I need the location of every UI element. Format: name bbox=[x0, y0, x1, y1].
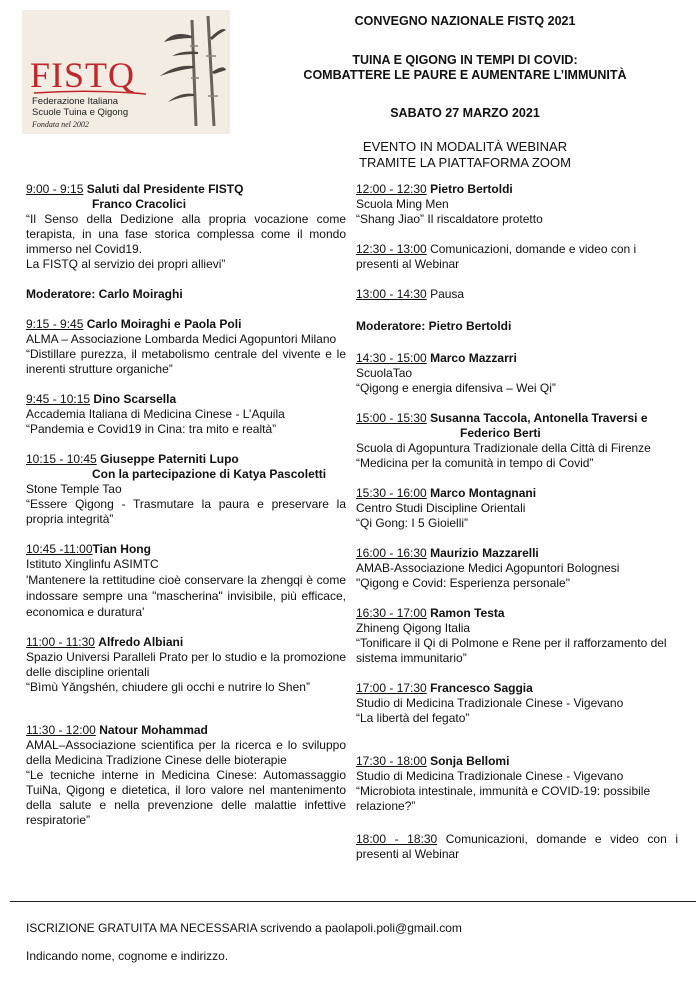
entry-time: 9:45 - 10:15 bbox=[26, 392, 91, 406]
program-entry bbox=[26, 317, 346, 377]
entry-speaker: Francesco Saggia bbox=[430, 681, 533, 695]
entry-description: "Qigong e Covid: Esperienza personale" bbox=[356, 576, 570, 590]
entry-description: “Qigong e energia difensiva – Wei Qi” bbox=[356, 381, 556, 395]
entry-time: 16:30 - 17:00 bbox=[356, 606, 427, 620]
entry-description: Comunicazioni, domande e video con i presenti al Webinar bbox=[356, 832, 678, 861]
program-entry bbox=[26, 723, 346, 828]
entry-organization: Centro Studi Discipline Orientali bbox=[356, 501, 526, 515]
registration-instructions: Indicando nome, cognome e indirizzo. bbox=[26, 949, 229, 963]
logo-line-2: Scuole Tuina e Qigong bbox=[32, 107, 129, 118]
convegno-title: CONVEGNO NAZIONALE FISTQ 2021 bbox=[354, 14, 576, 28]
program-entry bbox=[356, 546, 678, 591]
moderator-label: Moderatore: Pietro Bertoldi bbox=[356, 319, 512, 333]
event-mode-1: EVENTO IN MODALITÀ WEBINAR bbox=[362, 139, 568, 154]
entry-time: 12:30 - 13:00 bbox=[356, 242, 427, 256]
entry-time: 12:00 - 12:30 bbox=[356, 182, 427, 196]
entry-time: 17:00 - 17:30 bbox=[356, 681, 427, 695]
entry-speaker: Marco Montagnani bbox=[430, 486, 537, 500]
program-left-column bbox=[26, 182, 346, 828]
entry-time: 15:30 - 16:00 bbox=[356, 486, 427, 500]
entry-speaker: Giuseppe Paterniti Lupo bbox=[100, 452, 239, 466]
fistq-logo bbox=[22, 10, 230, 134]
entry-description: “Essere Qigong - Trasmutare la paura e preservare la propria integrità” bbox=[26, 497, 346, 526]
entry-description: 'Mantenere la rettitudine cioè conservare la zhengqi è come indossare sempre una "mascherina" invisibile, più efficace, economica e duratura' bbox=[26, 573, 346, 619]
entry-speaker: Sonja Bellomi bbox=[430, 754, 510, 768]
entry-organization: Scuola di Agopuntura Tradizionale della Città di Firenze bbox=[356, 441, 651, 455]
entry-description-2: La FISTQ al servizio dei propri allievi” bbox=[26, 257, 226, 271]
program-entry bbox=[356, 606, 678, 666]
entry-description: “Tonificare il Qi di Polmone e Rene per il rafforzamento del sistema immunitario” bbox=[356, 636, 667, 665]
entry-organization: Istituto Xinglinfu ASIMTC bbox=[26, 557, 159, 571]
entry-speaker-2: Con la partecipazione di Katya Pascoletti bbox=[92, 467, 327, 481]
program-entry bbox=[26, 182, 346, 272]
entry-organization: Spazio Universi Paralleli Prato per lo studio e la promozione delle discipline orientali bbox=[26, 650, 346, 679]
entry-organization: Studio di Medicina Tradizionale Cinese - Vigevano bbox=[356, 769, 624, 783]
logo-line-3: Fondata nel 2002 bbox=[32, 120, 89, 129]
program-entry bbox=[356, 832, 678, 862]
event-title-1: TUINA E QIGONG IN TEMPI DI COVID: bbox=[352, 53, 578, 67]
entry-time: 9:15 - 9:45 bbox=[26, 317, 84, 331]
event-title-2: COMBATTERE LE PAURE E AUMENTARE L’IMMUNITÀ bbox=[303, 68, 627, 82]
logo-wordmark: FISTQ bbox=[30, 55, 136, 95]
entry-time: 13:00 - 14:30 bbox=[356, 287, 427, 301]
entry-time: 14:30 - 15:00 bbox=[356, 351, 427, 365]
entry-description: “Qi Gong: I 5 Gioielli” bbox=[356, 516, 469, 530]
entry-speaker: Susanna Taccola, Antonella Traversi e bbox=[430, 411, 648, 425]
event-mode-2: TRAMITE LA PIATTAFORMA ZOOM bbox=[359, 155, 571, 170]
moderator-label: Moderatore: Carlo Moiraghi bbox=[26, 287, 183, 301]
program-entry bbox=[356, 242, 678, 272]
entry-speaker: Natour Mohammad bbox=[99, 723, 208, 737]
entry-description: “La libertà del fegato” bbox=[356, 711, 470, 725]
entry-organization: Scuola Ming Men bbox=[356, 197, 449, 211]
entry-description: Comunicazioni, domande e video con i presenti al Webinar bbox=[356, 242, 637, 271]
entry-description: “Bìmù Yǎngshén, chiudere gli occhi e nutrire lo Shen” bbox=[26, 680, 310, 694]
program-entry bbox=[356, 182, 678, 227]
entry-time: 10:45 -11:00 bbox=[26, 542, 93, 556]
entry-organization: Stone Temple Tao bbox=[26, 482, 122, 496]
entry-description: “Il Senso della Dedizione alla propria vocazione come terapista, in una fase storica complessa come il mondo immerso nel Covid19. bbox=[26, 212, 346, 256]
bamboo-illustration bbox=[134, 16, 226, 128]
entry-speaker: Pietro Bertoldi bbox=[430, 182, 513, 196]
program-entry bbox=[356, 411, 678, 471]
entry-time: 15:00 - 15:30 bbox=[356, 411, 427, 425]
entry-organization: AMAB-Associazione Medici Agopuntori Bolognesi bbox=[356, 561, 620, 575]
entry-organization: ScuolaTao bbox=[356, 366, 413, 380]
program-entry bbox=[356, 287, 678, 302]
entry-organization: Studio di Medicina Tradizionale Cinese - Vigevano bbox=[356, 696, 624, 710]
entry-description: “Pandemia e Covid19 in Cina: tra mito e realtà” bbox=[26, 422, 277, 436]
program-entry bbox=[356, 351, 678, 396]
entry-speaker: Ramon Testa bbox=[430, 606, 505, 620]
entry-time: 9:00 - 9:15 bbox=[26, 182, 84, 196]
entry-speaker: Marco Mazzarri bbox=[430, 351, 517, 365]
program-entry bbox=[356, 681, 678, 726]
entry-speaker: Dino Scarsella bbox=[93, 392, 177, 406]
event-date: SABATO 27 MARZO 2021 bbox=[390, 106, 540, 120]
entry-organization: AMAL–Associazione scientifica per la ricerca e lo sviluppo della Medicina Tradizione Cinese delle bioterapie bbox=[26, 738, 346, 767]
entry-speaker: Saluti dal Presidente FISTQ bbox=[86, 182, 244, 196]
entry-speaker: Carlo Moiraghi e Paola Poli bbox=[86, 317, 242, 331]
entry-description: “Shang Jiao” Il riscaldatore protetto bbox=[356, 212, 543, 226]
entry-time: 17:30 - 18:00 bbox=[356, 754, 427, 768]
entry-speaker: Maurizio Mazzarelli bbox=[430, 546, 539, 560]
program-entry bbox=[26, 392, 346, 437]
program-entry bbox=[26, 452, 346, 527]
entry-speaker: Alfredo Albiani bbox=[98, 635, 184, 649]
program-entry bbox=[356, 486, 678, 531]
program-entry bbox=[356, 754, 678, 814]
entry-time: 18:00 - 18:30 bbox=[356, 832, 438, 846]
entry-speaker-2: Franco Cracolici bbox=[92, 197, 187, 211]
entry-organization: ALMA – Associazione Lombarda Medici Agopuntori Milano bbox=[26, 332, 337, 346]
entry-description: “Distillare purezza, il metabolismo centrale del vivente e le inerenti strutture organiche” bbox=[26, 347, 346, 376]
entry-description: Pausa bbox=[430, 287, 465, 301]
entry-description: “Le tecniche interne in Medicina Cinese: Automassaggio TuiNa, Qigong e dietetica, il loro valore nel mantenimento della salute e nella prevenzione delle malattie infettive respiratorie” bbox=[26, 768, 346, 827]
entry-description: “Medicina per la comunità in tempo di Covid” bbox=[356, 456, 594, 470]
program-right-column bbox=[356, 182, 678, 862]
entry-organization: Zhineng Qigong Italia bbox=[356, 621, 471, 635]
program-entry bbox=[26, 542, 346, 620]
footer-divider bbox=[10, 901, 696, 902]
entry-speaker: Tian Hong bbox=[92, 542, 151, 556]
entry-organization: Accademia Italiana di Medicina Cinese - L’Aquila bbox=[26, 407, 285, 421]
registration-notice: ISCRIZIONE GRATUITA MA NECESSARIA scrivendo a paolapoli.poli@gmail.com bbox=[26, 921, 462, 935]
entry-speaker-2: Federico Berti bbox=[460, 426, 541, 440]
entry-description: “Microbiota intestinale, immunità e COVID-19: possibile relazione?” bbox=[356, 784, 651, 813]
entry-time: 16:00 - 16:30 bbox=[356, 546, 427, 560]
entry-time: 11:30 - 12:00 bbox=[26, 723, 96, 737]
program-entry bbox=[26, 635, 346, 695]
logo-line-1: Federazione Italiana bbox=[32, 96, 119, 107]
entry-time: 11:00 - 11:30 bbox=[26, 635, 95, 649]
entry-time: 10:15 - 10:45 bbox=[26, 452, 97, 466]
